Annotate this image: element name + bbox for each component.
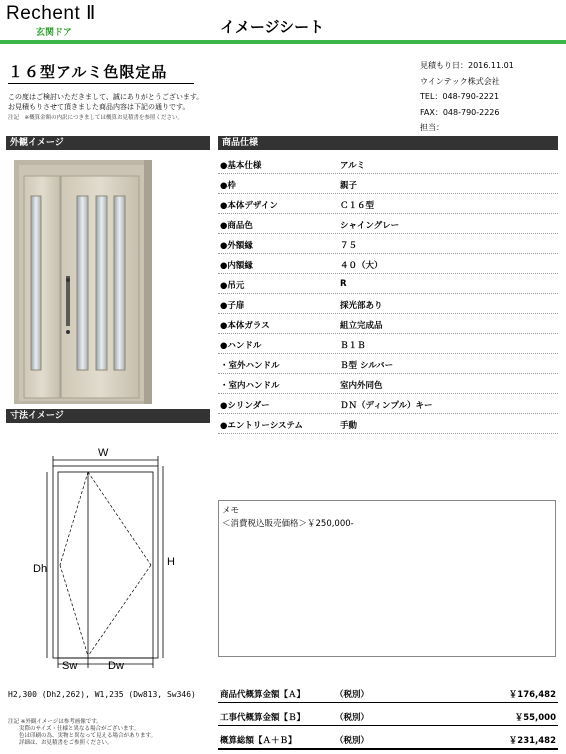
specs-section-header: 商品仕様 [218, 136, 558, 150]
spec-label: ●子扉 [220, 301, 245, 311]
height-label: H [167, 556, 175, 568]
spec-label: ●本体ガラス [220, 321, 270, 331]
spec-value: Ｂ１Ｂ [340, 341, 366, 351]
company-person: 担当： [420, 123, 444, 133]
spec-label: ●枠 [220, 181, 236, 191]
spec-label: ●エントリーシステム [220, 421, 303, 431]
price-value: ￥176,482 [508, 690, 556, 700]
dimensions-text: H2,300 (Dh2,262), W1,235 (Dw813, Sw346) [8, 690, 196, 699]
spec-label: ●シリンダー [220, 401, 270, 411]
sheet-title: イメージシート [220, 18, 325, 36]
memo-text: ＜消費税込販売価格＞￥250,000- [222, 519, 354, 529]
price-label: 工事代概算金額【Ｂ】 [220, 713, 306, 723]
memo-title: メモ [222, 506, 240, 516]
footnote-line: 実際のサイズ・仕様と異なる場合がございます。 [8, 726, 140, 732]
sub-door-width-label: Sw [62, 660, 78, 672]
quote-date: 見積もり日：2016.11.01 [420, 61, 514, 70]
spec-value: アルミ [340, 161, 366, 171]
spec-row [218, 254, 558, 274]
spec-value: 手動 [340, 421, 358, 431]
footnote-line: 色は印刷の為、実物と異なって見える場合があります。 [8, 733, 157, 739]
spec-label: ●基本仕様 [220, 161, 262, 171]
company-info [420, 58, 514, 136]
door-height-label: Dh [33, 563, 48, 575]
spec-row [218, 234, 558, 254]
company-tel: TEL：048-790-2221 [420, 92, 500, 102]
price-row-construction [218, 707, 558, 726]
spec-value: シャイングレー [340, 221, 400, 231]
quote-note: 注記 ※概算金額の内訳につきましては概算お見積書を参照ください。 [8, 115, 184, 121]
price-label: 概算総額【Ａ＋Ｂ】 [220, 736, 297, 746]
price-value: ￥55,000 [514, 713, 556, 723]
spec-value: 組立完成品 [340, 321, 383, 331]
price-label: 商品代概算金額【Ａ】 [220, 690, 306, 700]
spec-value: 採光部あり [340, 301, 383, 311]
door-width-label: Dw [108, 660, 124, 672]
dimension-drawing [30, 440, 190, 672]
spec-label: ●本体デザイン [220, 201, 278, 211]
exterior-section-header: 外観イメージ [6, 136, 210, 150]
spec-row [218, 374, 558, 394]
price-tax: （税別） [335, 736, 370, 746]
spec-label: ・室外ハンドル [220, 361, 280, 371]
spec-row [218, 394, 558, 414]
company-name: ウインテック株式会社 [420, 76, 500, 86]
spec-label: ●外額縁 [220, 241, 253, 251]
footnote-line: 注記 ※外観イメージは参考画像です。 [8, 719, 102, 725]
spec-value: ７５ [340, 241, 358, 251]
spec-value: ＤＮ（ディンプル）キー [340, 401, 433, 411]
price-value: ￥231,482 [508, 736, 556, 746]
spec-row [218, 414, 558, 434]
spec-value: R [340, 279, 347, 289]
brand-subtitle: 玄関ドア [36, 28, 72, 38]
price-row-product [218, 684, 558, 703]
memo-box [218, 500, 556, 657]
thanks-line-2: お見積もりさせて頂きました商品内容は下記の通りです。 [8, 102, 190, 111]
spec-value: 親子 [340, 181, 358, 191]
spec-row [218, 294, 558, 314]
spec-value: 室内外同色 [340, 381, 383, 391]
spec-label: ●内額縁 [220, 261, 253, 271]
price-tax: （税別） [335, 690, 370, 700]
spec-label: ●ハンドル [220, 341, 262, 351]
spec-row [218, 154, 558, 174]
price-tax: （税別） [335, 713, 370, 723]
spec-row [218, 354, 558, 374]
spec-row [218, 214, 558, 234]
spec-value: Ｃ１６型 [340, 201, 375, 211]
spec-label: ・室内ハンドル [220, 381, 280, 391]
company-fax: FAX：048-790-2226 [420, 107, 500, 117]
spec-value: Ｂ型 シルバー [340, 361, 394, 371]
door-exterior-image [14, 160, 154, 404]
spec-row [218, 174, 558, 194]
spec-label: ●吊元 [220, 281, 245, 291]
header-divider [0, 40, 566, 44]
spec-row [218, 334, 558, 354]
product-title: １６型アルミ色限定品 [8, 61, 194, 84]
spec-value: ４０（大） [340, 261, 383, 271]
spec-row [218, 274, 558, 294]
spec-label: ●商品色 [220, 221, 253, 231]
spec-row [218, 194, 558, 214]
thanks-message [8, 93, 218, 112]
price-row-total [218, 730, 558, 750]
dimensions-section-header: 寸法イメージ [6, 409, 210, 423]
footnote [8, 719, 208, 747]
footnote-line: 詳細は、お見積書をご参照ください。 [8, 740, 113, 746]
width-label: W [98, 447, 109, 459]
brand-logo: Rechent Ⅱ [6, 3, 96, 24]
thanks-line-1: この度はご検討いただきまして、誠にありがとうございます。 [8, 93, 204, 101]
spec-row [218, 314, 558, 334]
